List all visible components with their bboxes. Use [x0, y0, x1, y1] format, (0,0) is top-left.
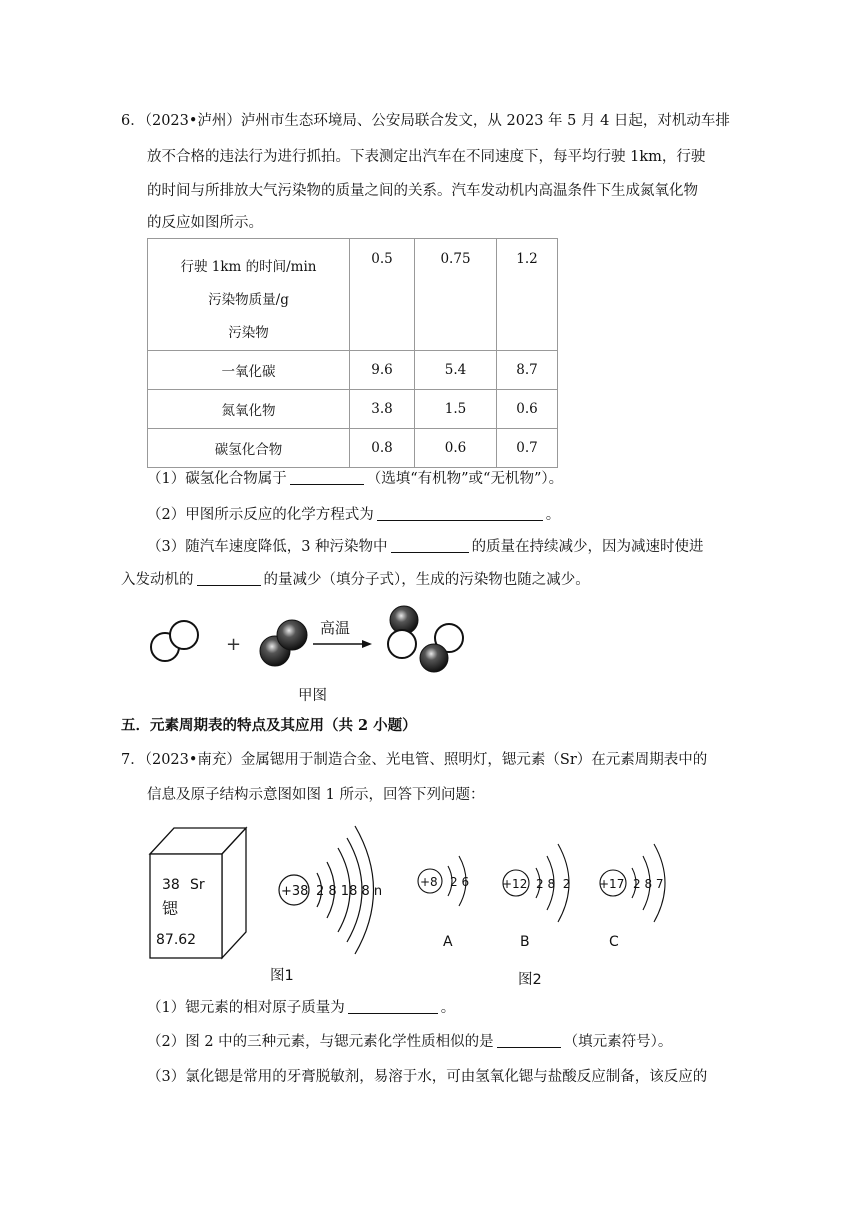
table-cell: 9.6: [350, 351, 415, 390]
q7-sub2: [147, 1032, 672, 1052]
q7-sub2-text: （2）图 2 中的三种元素，与锶元素化学性质相似的是: [147, 1034, 494, 1050]
table-header-cell: [148, 239, 350, 351]
pollutant-name: 碳氢化合物: [148, 429, 350, 468]
q6-sub3-text-2: 的质量在持续减少，因为减速时使进: [471, 539, 704, 555]
element-name: 锶: [162, 899, 179, 918]
q6-sub3-cont: [121, 570, 590, 590]
table-cell: 0.6: [497, 390, 558, 429]
table-cell: 1.5: [415, 390, 497, 429]
q6-sub2-text: （2）甲图所示反应的化学方程式为: [147, 507, 374, 523]
n2-molecule: [151, 621, 198, 661]
atom-label: B: [520, 934, 530, 950]
electron-shells: 2 6: [450, 875, 470, 889]
q6-sub3-text: （3）随汽车速度降低，3 种污染物中: [147, 539, 388, 555]
q6-sub1-hint: （选填“有机物”或“无机物”）。: [366, 471, 564, 487]
q6-sub3-text-3: 入发动机的: [121, 572, 194, 588]
figure-2: [410, 828, 710, 993]
q6-line-2: 放不合格的违法行为进行抓拍。下表测定出汽车在不同速度下，每平均行驶 1km，行驶: [147, 149, 706, 165]
atom-a-diagram: [418, 856, 469, 950]
answer-blank[interactable]: [391, 538, 469, 553]
pollutant-name: 氮氧化物: [148, 390, 350, 429]
sr-atom-diagram: [279, 826, 382, 954]
nucleus-charge: +17: [599, 877, 625, 891]
table-cell: 0.7: [497, 429, 558, 468]
q6-sub2-end: 。: [545, 507, 561, 523]
q7-sub1-end: 。: [440, 1000, 456, 1016]
header-pollutant-label: 污染物: [228, 325, 269, 341]
figure-1: [140, 818, 400, 990]
answer-blank[interactable]: [497, 1033, 561, 1048]
atom-b-diagram: [502, 844, 570, 950]
nucleus-charge: +8: [420, 875, 438, 889]
atom-label: A: [443, 934, 453, 950]
header-mass-label: 污染物质量/g: [208, 292, 289, 308]
q6-line-4: 的反应如图所示。: [147, 215, 263, 231]
nucleus-charge: +12: [502, 877, 528, 891]
atomic-number: 38: [162, 877, 180, 893]
q6-sub1-text: （1）碳氢化合物属于: [147, 471, 287, 487]
pollutant-name: 一氧化碳: [148, 351, 350, 390]
time-value: 0.75: [415, 239, 497, 351]
table-cell: 3.8: [350, 390, 415, 429]
table-cell: 5.4: [415, 351, 497, 390]
nucleus-charge: +38: [281, 884, 309, 899]
answer-blank[interactable]: [290, 470, 364, 485]
header-time-label: 行驶 1km 的时间/min: [180, 259, 317, 275]
diagram-caption: 甲图: [298, 688, 327, 704]
q7-sub3: （3）氯化锶是常用的牙膏脱敏剂，易溶于水，可由氢氧化锶与盐酸反应制备，该反应的: [147, 1069, 708, 1085]
answer-blank[interactable]: [348, 999, 438, 1014]
no-molecule: [420, 624, 463, 672]
reaction-arrow: [313, 640, 372, 648]
q7-sub1-text: （1）锶元素的相对原子质量为: [147, 1000, 345, 1016]
atomic-mass: 87.62: [156, 932, 197, 948]
electron-shells: 2 8 7: [633, 877, 664, 891]
o2-molecule: [260, 620, 307, 666]
answer-blank[interactable]: [197, 571, 261, 586]
time-value: 0.5: [350, 239, 415, 351]
electron-shells: 2 8 18 8 n: [316, 884, 383, 899]
q6-sub1: [147, 469, 563, 489]
element-symbol: Sr: [190, 877, 205, 893]
q6-sub3-text-4: 的量减少（填分子式），生成的污染物也随之减少。: [263, 572, 590, 588]
q7-sub1: [147, 998, 455, 1018]
q6-line-1: 6．（2023•泸州）泸州市生态环境局、公安局联合发文，从 2023 年 5 月 4 日起，对机动车排: [121, 113, 730, 129]
q6-sub3: [147, 537, 704, 557]
q7-sub2-hint: （填元素符号）。: [563, 1034, 673, 1050]
reaction-diagram: [140, 600, 480, 708]
figure-2-caption: 图2: [518, 972, 542, 988]
condition-label: 高温: [320, 619, 351, 637]
table-row: [148, 429, 558, 468]
q7-line-2: 信息及原子结构示意图如图 1 所示，回答下列问题：: [147, 787, 485, 803]
table-cell: 0.6: [415, 429, 497, 468]
no-molecule: [388, 606, 418, 658]
table-cell: 8.7: [497, 351, 558, 390]
electron-shells: 2 8 2: [536, 877, 571, 891]
q6-sub2: [147, 505, 560, 525]
table-row: [148, 351, 558, 390]
q7-line-1: 7．（2023•南充）金属锶用于制造合金、光电管、照明灯，锶元素（Sr）在元素周期表中的: [121, 752, 708, 768]
table-cell: 0.8: [350, 429, 415, 468]
figure-1-caption: 图1: [270, 968, 294, 984]
section-title: 五．元素周期表的特点及其应用（共 2 小题）: [121, 717, 417, 734]
atom-label: C: [609, 934, 619, 950]
q6-line-3: 的时间与所排放大气污染物的质量之间的关系。汽车发动机内高温条件下生成氮氧化物: [147, 183, 698, 199]
pollutant-table: [147, 238, 558, 468]
table-row: [148, 390, 558, 429]
answer-blank[interactable]: [377, 506, 543, 521]
time-value: 1.2: [497, 239, 558, 351]
plus-sign: +: [226, 634, 242, 655]
atom-c-diagram: [599, 844, 665, 950]
